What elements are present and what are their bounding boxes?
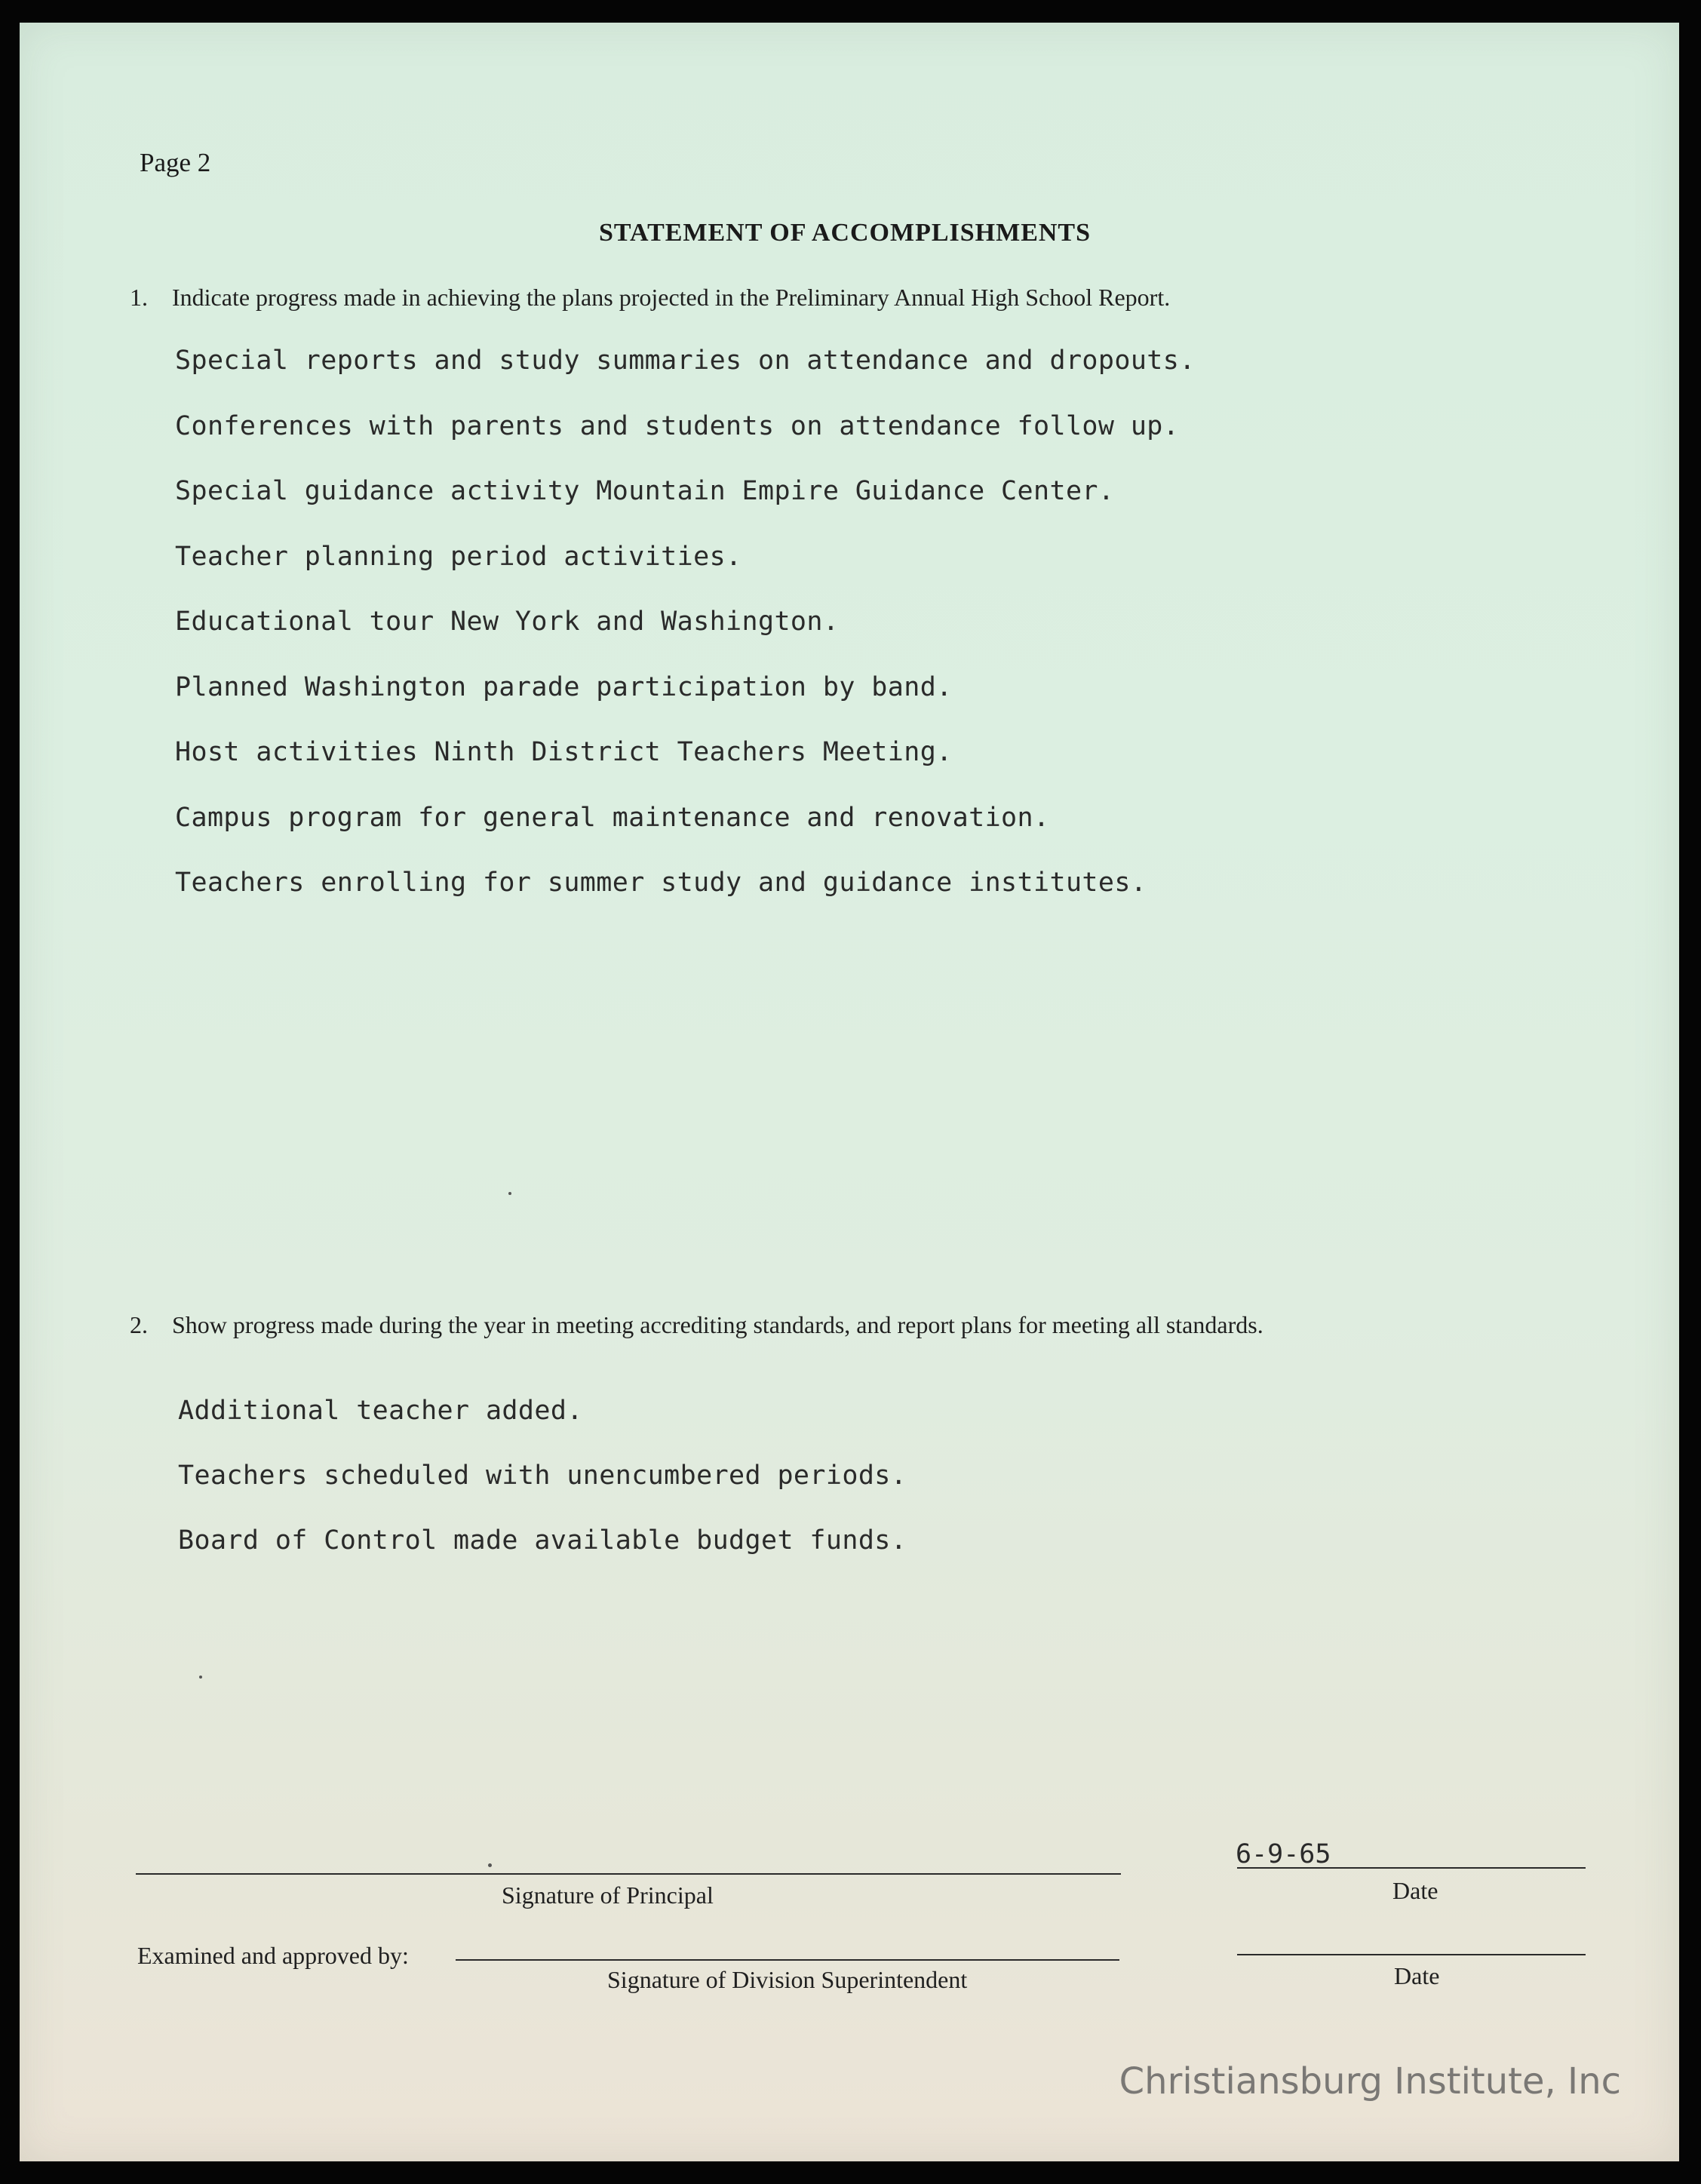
list-item: Planned Washington parade participation by band. bbox=[175, 671, 953, 702]
list-item: Campus program for general maintenance and renovation. bbox=[175, 802, 1050, 833]
superintendent-date-caption: Date bbox=[1394, 1962, 1440, 1989]
question-1-number: 1. bbox=[130, 284, 148, 311]
superintendent-signature-caption: Signature of Division Superintendent bbox=[607, 1966, 968, 1993]
question-1 bbox=[130, 284, 1170, 312]
superintendent-signature-line bbox=[456, 1959, 1119, 1961]
principal-date-line bbox=[1237, 1867, 1586, 1869]
list-item: Conferences with parents and students on attendance follow up. bbox=[175, 410, 1180, 441]
question-2-prompt: Show progress made during the year in meeting accrediting standards, and report plans for meeting all standards. bbox=[172, 1311, 1263, 1338]
question-2-number: 2. bbox=[130, 1311, 148, 1338]
page-number: Page 2 bbox=[140, 148, 211, 177]
principal-signature-caption: Signature of Principal bbox=[502, 1881, 714, 1909]
accomplishments-list bbox=[175, 346, 1196, 933]
list-item: Additional teacher added. bbox=[178, 1396, 583, 1426]
list-item: Board of Control made available budget funds. bbox=[178, 1525, 907, 1556]
question-2 bbox=[130, 1311, 1263, 1339]
paper-speck bbox=[199, 1676, 202, 1679]
principal-date-caption: Date bbox=[1392, 1877, 1438, 1904]
page-title: STATEMENT OF ACCOMPLISHMENTS bbox=[598, 219, 1092, 247]
list-item: Host activities Ninth District Teachers Meeting. bbox=[175, 737, 953, 767]
list-item: Special guidance activity Mountain Empire Guidance Center. bbox=[175, 476, 1115, 506]
paper-speck bbox=[488, 1863, 492, 1867]
principal-signature-line bbox=[136, 1873, 1121, 1875]
standards-progress-list bbox=[178, 1396, 907, 1590]
superintendent-date-line bbox=[1237, 1954, 1586, 1955]
list-item: Teachers scheduled with unencumbered periods. bbox=[178, 1461, 907, 1491]
question-1-prompt: Indicate progress made in achieving the plans projected in the Preliminary Annual High School Report. bbox=[172, 284, 1171, 311]
paper-speck bbox=[508, 1192, 511, 1195]
list-item: Educational tour New York and Washington. bbox=[175, 607, 840, 637]
examined-approved-label: Examined and approved by: bbox=[137, 1942, 409, 1969]
list-item: Teachers enrolling for summer study and guidance institutes. bbox=[175, 868, 1147, 898]
list-item: Teacher planning period activities. bbox=[175, 541, 742, 572]
document-page bbox=[20, 23, 1679, 2161]
watermark-text: Christiansburg Institute, Inc bbox=[1119, 2060, 1621, 2103]
list-item: Special reports and study summaries on attendance and dropouts. bbox=[175, 346, 1196, 376]
principal-date-value: 6-9-65 bbox=[1236, 1839, 1331, 1869]
